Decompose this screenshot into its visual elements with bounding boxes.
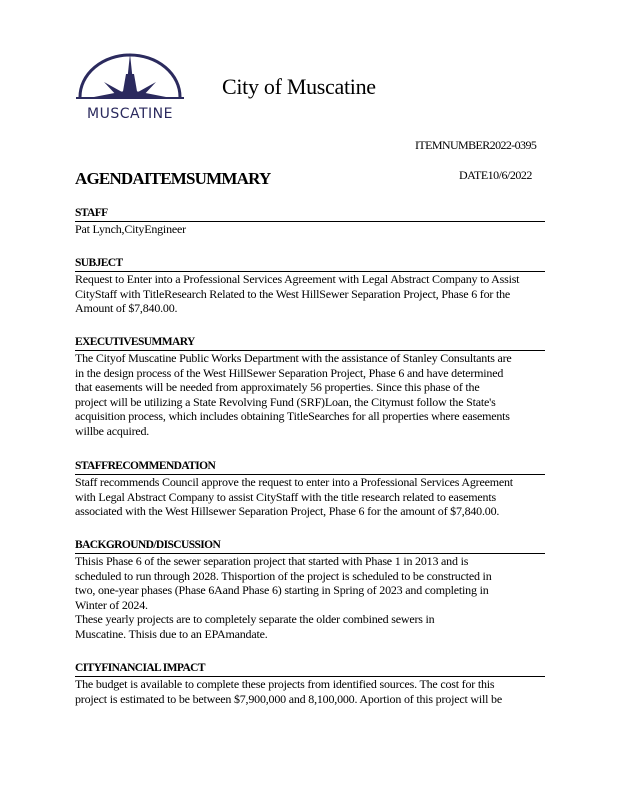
section-heading: SUBJECT (75, 256, 545, 272)
text-line: project is estimated to be between $7,900,000 and 8,100,000. Aportion of this project will be (75, 691, 502, 706)
text-line: with Legal Abstract Company to assist CityStaff with the title research related to easements (75, 489, 496, 504)
section-heading: BACKGROUND/DISCUSSION (75, 538, 545, 554)
section-staff (75, 206, 545, 237)
text-line: Thisis Phase 6 of the sewer separation project that started with Phase 1 in 2013 and is (75, 554, 469, 568)
section-staff-recommendation (75, 459, 545, 519)
text-line: Winter of 2024. (75, 597, 148, 612)
text-line: The budget is available to complete these projects from identified sources. The cost for this (75, 677, 495, 691)
city-title: City of Muscatine (222, 74, 376, 99)
text-line: two, one-year phases (Phase 6Aand Phase 6) starting in Spring of 2023 and completing in (75, 583, 489, 598)
section-subject (75, 256, 545, 316)
text-line: Muscatine. Thisis due to an EPAmandate. (75, 626, 268, 641)
item-number: ITEMNUMBER2022-0395 (415, 138, 537, 152)
svg-text:MUSCATINE: MUSCATINE (87, 106, 173, 122)
text-line: associated with the West Hillsewer Separation Project, Phase 6 for the amount of $7,840.00. (75, 504, 500, 519)
section-city-financial-impact (75, 661, 545, 706)
text-line: The Cityof Muscatine Public Works Department with the assistance of Stanley Consultants are (75, 351, 512, 365)
document-title: AGENDAITEMSUMMARY (75, 169, 271, 188)
section-executive-summary (75, 335, 545, 439)
section-heading: STAFF (75, 206, 545, 222)
section-heading: STAFFRECOMMENDATION (75, 459, 545, 475)
section-background-discussion (75, 538, 545, 642)
text-line: Staff recommends Council approve the request to enter into a Professional Services Agreement (75, 475, 513, 489)
text-line: Request to Enter into a Professional Services Agreement with Legal Abstract Company to Assist (75, 272, 520, 286)
section-heading: CITYFINANCIAL IMPACT (75, 661, 545, 677)
text-line: Pat Lynch,CityEngineer (75, 222, 186, 236)
text-line: These yearly projects are to completely separate the older combined sewers in (75, 612, 435, 627)
text-line: Amount of $7,840.00. (75, 301, 178, 316)
text-line: in the design process of the West HillSewer Separation Project, Phase 6 and have determined (75, 365, 504, 380)
text-line: scheduled to run through 2028. Thisportion of the project is scheduled to be constructed in (75, 568, 492, 583)
muscatine-logo (74, 52, 186, 122)
text-line: willbe acquired. (75, 423, 150, 438)
section-heading: EXECUTIVESUMMARY (75, 335, 545, 351)
text-line: that easements will be needed from approximately 56 properties. Since this phase of the (75, 380, 480, 395)
text-line: acquisition process, which includes obtaining TitleSearches for all properties where easements (75, 409, 510, 424)
item-date: DATE10/6/2022 (459, 168, 532, 182)
text-line: project will be utilizing a State Revolving Fund (SRF)Loan, the Citymust follow the State's (75, 394, 496, 409)
text-line: CityStaff with TitleResearch Related to the West HillSewer Separation Project, Phase 6 for the (75, 286, 511, 301)
